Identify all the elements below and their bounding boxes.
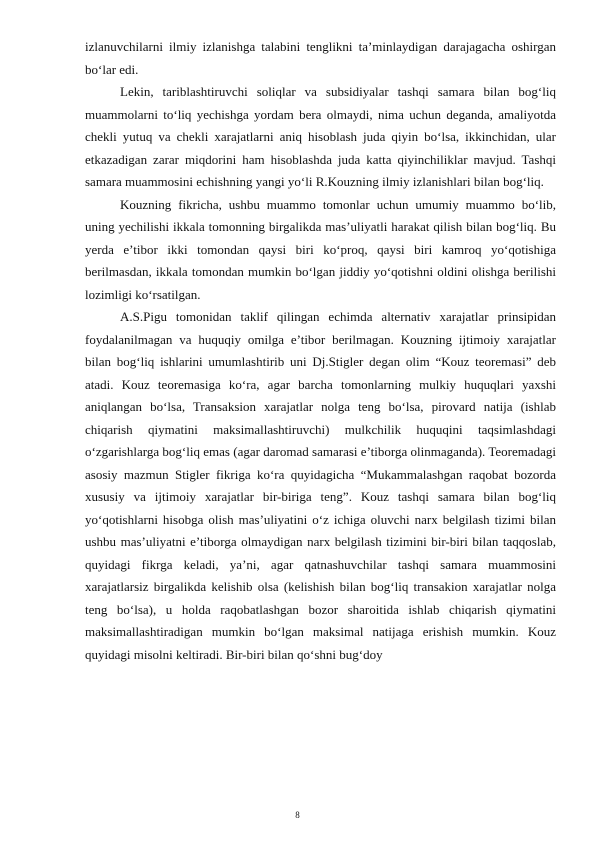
- paragraph-continuation: izlanuvchilarni ilmiy izlanishga talabini tenglikni ta’minlaydigan darajagacha oshirgan bo‘lar edi.: [85, 39, 556, 77]
- paragraph-coase-theorem: A.S.Pigu tomonidan taklif qilingan echimda alternativ xarajatlar prinsipidan foydalanilmagan va huquqiy omilga e’tibor berilmagan. Kouzning ijtimoiy xarajatlar bilan bog‘liq ishlarini umumlashtirib uni Dj.Stigler degan olim “Kouz teoremasi” deb atadi. Kouz teoremasiga ko‘ra, agar barcha tomonlarning mulkiy huquqlari yaxshi aniqlangan bo‘lsa, Transaksion xarajatlar nolga teng bo‘lsa, pirovard natija (ishlab chiqarish qiymatini maksimallashtiruvchi) mulkchilik huquqini taqsimlashdagi o‘zgarishlarga bog‘liq emas (agar daromad samarasi e’tiborga olinmaganda). Teoremadagi asosiy mazmun Stigler fikriga ko‘ra quyidagicha “Mukammalashgan raqobat bozorda xususiy va ijtimoiy xarajatlar bir-biriga teng”. Kouz tashqi samara bilan bog‘liq yo‘qotishlarni hisobga olish mas’uliyatini o‘z ichiga oluvchi narx belgilash tizimi bilan ushbu mas’uliyatni e’tiborga olmaydigan narx belgilash tizimini bir-biri bilan taqqoslab, quyidagi fikrga keladi, ya’ni, agar qatnashuvchilar tashqi samara muammosini xarajatlarsiz birgalikda kelishib olsa (kelishish bilan bog‘liq transakion xarajatlar nolga teng bo‘lsa), u holda raqobatlashgan bozor sharoitida ishlab chiqarish qiymatini maksimallashtiradigan mumkin bo‘lgan maksimal natijaga erishish mumkin. Kouz quyidagi misolni keltiradi. Bir-biri bilan qo‘shni bug‘doy: [85, 309, 556, 662]
- page-body: [85, 36, 556, 666]
- paragraph-tax-subsidy: Lekin, tariblashtiruvchi soliqlar va subsidiyalar tashqi samara bilan bog‘liq muammolarni to‘liq yechishga yordam bera olmaydi, nima uchun deganda, amaliyotda chekli yutuq va chekli xarajatlarni aniq hisoblash juda qiyin bo‘lsa, ikkinchidan, ular etkazadigan zarar miqdorini ham hisoblashda juda katta qiyinchiliklar mavjud. Tashqi samara muammosini echishning yangi yo‘li R.Kouzning ilmiy izlanishlari bilan bog‘liq.: [85, 84, 556, 189]
- paragraph-coase-view: Kouzning fikricha, ushbu muammo tomonlar uchun umumiy muammo bo‘lib, uning yechilishi ikkala tomonning birgalikda mas’uliyatli harakat qilish bilan bog‘liq. Bu yerda e’tibor ikki tomondan qaysi biri ko‘proq, qaysi biri kamroq yo‘qotishiga berilmasdan, ikkala tomondan mumkin bo‘lgan jiddiy yo‘qotishni oldini olishga berilishi lozimligi ko‘rsatilgan.: [85, 196, 556, 302]
- page-number: 8: [295, 810, 300, 820]
